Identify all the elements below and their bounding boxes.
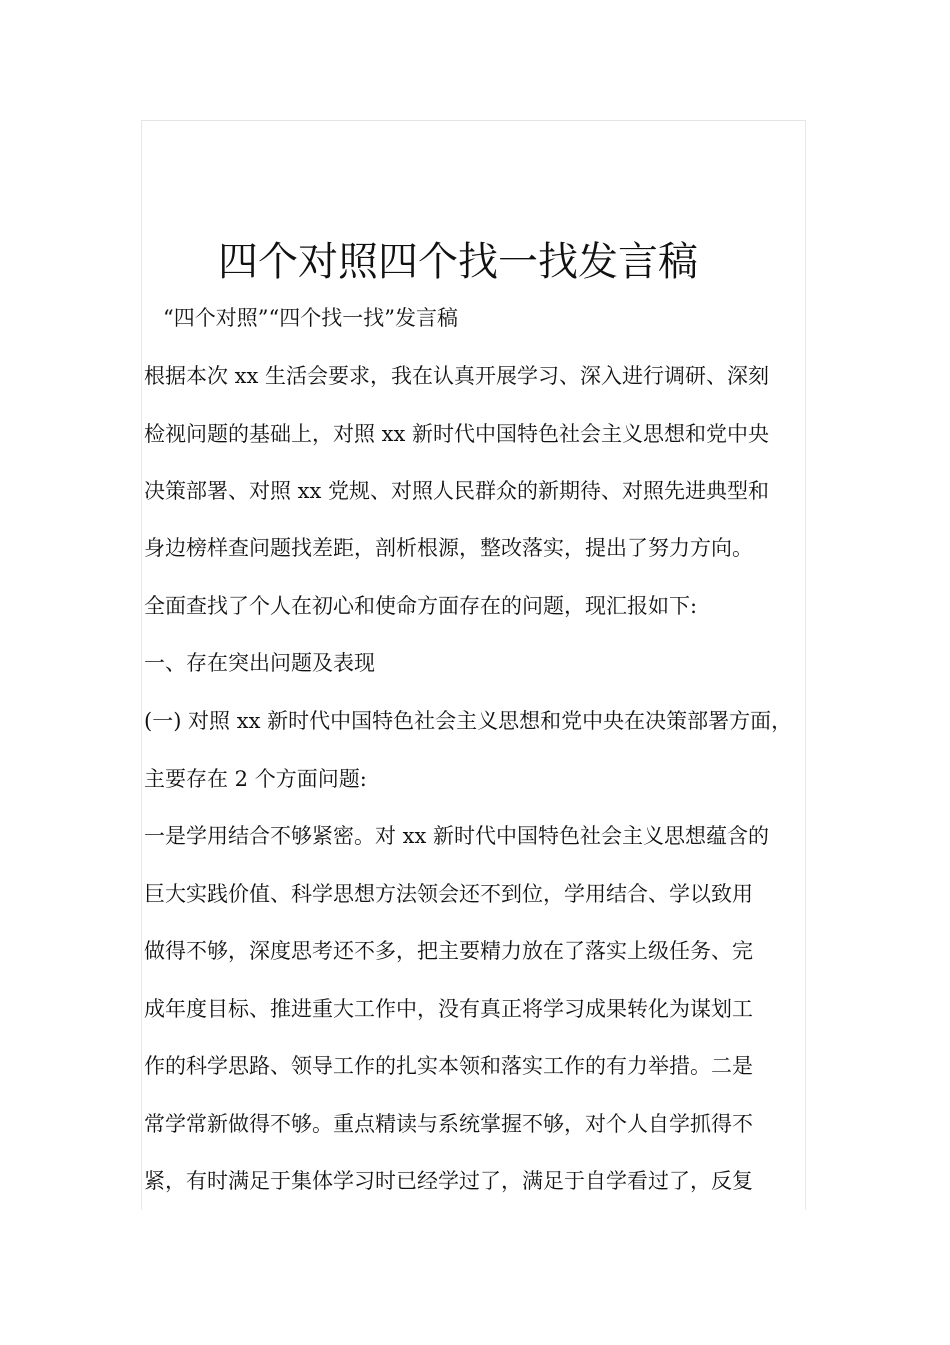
paragraph-line: 身边榜样查问题找差距，剖析根源，整改落实，提出了努力方向。: [144, 536, 753, 560]
paragraph-line: 常学常新做得不够。重点精读与系统掌握不够，对个人自学抓得不: [144, 1112, 753, 1136]
paragraph-line: 成年度目标、推进重大工作中，没有真正将学习成果转化为谋划工: [144, 997, 753, 1021]
paragraph-line: 检视问题的基础上，对照 xx 新时代中国特色社会主义思想和党中央: [144, 422, 770, 446]
document-title: 四个对照四个找一找发言稿: [218, 239, 698, 285]
paragraph-line: 根据本次 xx 生活会要求，我在认真开展学习、深入进行调研、深刻: [144, 364, 770, 388]
paragraph-line: 决策部署、对照 xx 党规、对照人民群众的新期待、对照先进典型和: [144, 479, 770, 503]
paragraph-line: 巨大实践价值、科学思想方法领会还不到位，学用结合、学以致用: [144, 882, 753, 906]
section-heading: 一、存在突出问题及表现: [144, 651, 375, 675]
document-subtitle: “四个对照”“四个找一找”发言稿: [163, 306, 458, 330]
paragraph-line: 主要存在 2 个方面问题:: [144, 767, 367, 791]
paragraph-line: 紧，有时满足于集体学习时已经学过了，满足于自学看过了，反复: [144, 1169, 753, 1193]
paragraph-line: (一) 对照 xx 新时代中国特色社会主义思想和党中央在决策部署方面，: [144, 709, 793, 733]
paragraph-line: 作的科学思路、领导工作的扎实本领和落实工作的有力举措。二是: [144, 1054, 753, 1078]
paragraph-line: 做得不够，深度思考还不多，把主要精力放在了落实上级任务、完: [144, 939, 753, 963]
paragraph-line: 一是学用结合不够紧密。对 xx 新时代中国特色社会主义思想蕴含的: [144, 824, 770, 848]
paragraph-line: 全面查找了个人在初心和使命方面存在的问题，现汇报如下:: [144, 594, 698, 618]
